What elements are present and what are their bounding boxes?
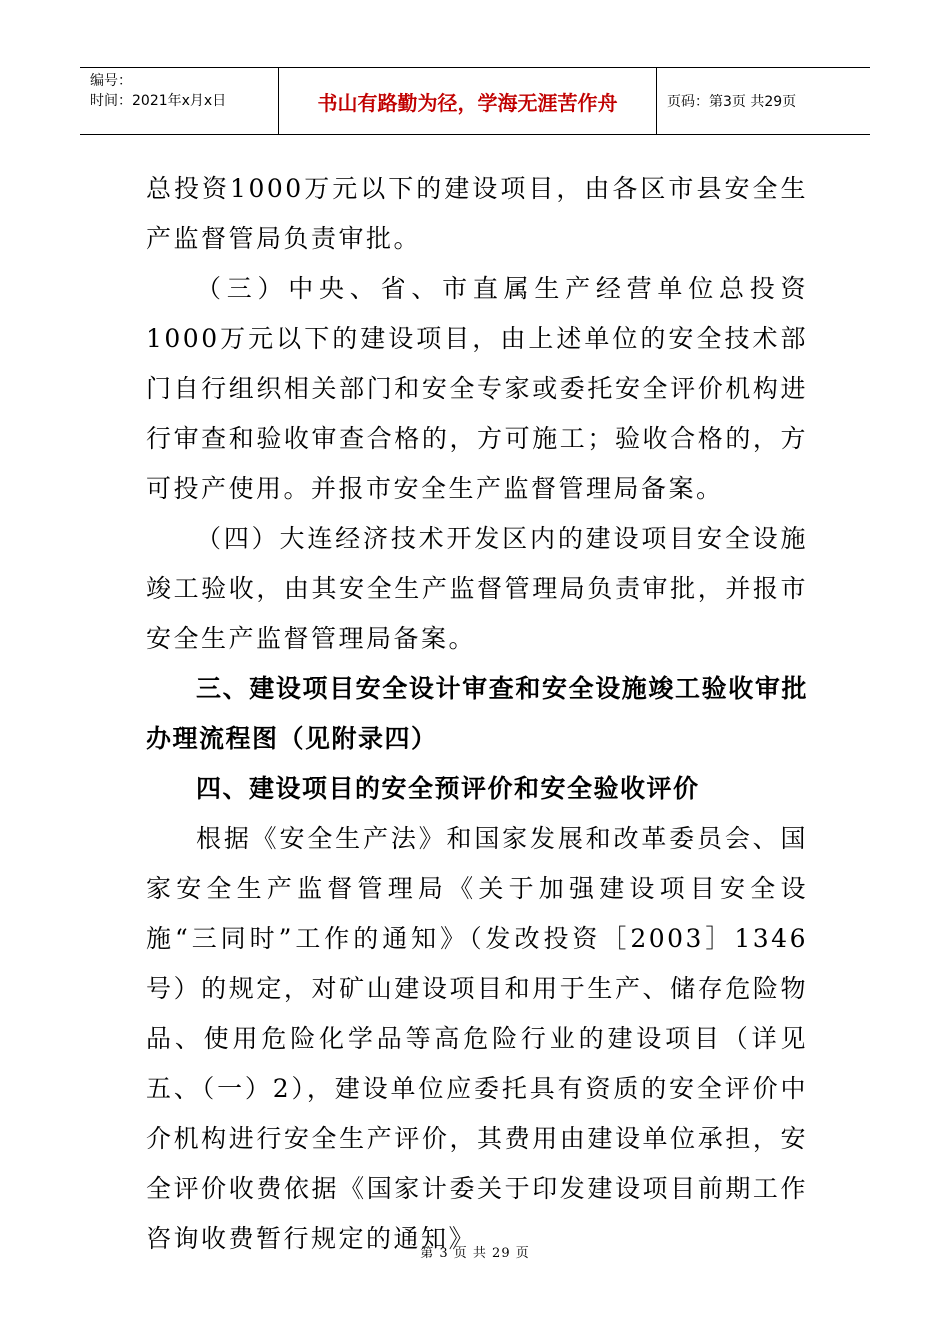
paragraph-continuation: 总投资1000万元以下的建设项目，由各区市县安全生产监督管局负责审批。 <box>146 174 808 253</box>
document-body <box>146 164 808 1264</box>
page-footer: 第 3 页 共 29 页 <box>420 1246 530 1261</box>
section-heading-three: 三、建设项目安全设计审查和安全设施竣工验收审批办理流程图（见附录四） <box>146 674 808 753</box>
paragraph-item-four: （四）大连经济技术开发区内的建设项目安全设施竣工验收，由其安全生产监督管理局负责审批，并报市安全生产监督管理局备案。 <box>146 524 808 653</box>
page-header <box>80 67 870 135</box>
header-page-info: 页码：第3页 共29页 <box>667 94 797 110</box>
header-motto: 书山有路勤为径，学海无涯苦作舟 <box>279 68 657 134</box>
header-meta <box>80 68 279 134</box>
document-date: 时间：2021年x月x日 <box>90 93 227 109</box>
document-number-label: 编号： <box>90 73 132 89</box>
paragraph-evaluation: 根据《安全生产法》和国家发展和改革委员会、国家安全生产监督管理局《关于加强建设项目安全设施“三同时”工作的通知》（发改投资［2003］1346号）的规定，对矿山建设项目和用于生产、储存危险物品、使用危险化学品等高危险行业的建设项目（详见五、（一）2），建设单位应委托具有资质的安全评价中介机构进行安全生产评价，其费用由建设单位承担，安全评价收费依据《国家计委关于印发建设项目前期工作咨询收费暂行规定的通知》 <box>146 824 808 1253</box>
section-heading-four: 四、建设项目的安全预评价和安全验收评价 <box>196 774 700 803</box>
paragraph-item-three: （三）中央、省、市直属生产经营单位总投资1000万元以下的建设项目，由上述单位的安全技术部门自行组织相关部门和安全专家或委托安全评价机构进行审查和验收审查合格的，方可施工；验收合格的，方可投产使用。并报市安全生产监督管理局备案。 <box>146 274 808 503</box>
